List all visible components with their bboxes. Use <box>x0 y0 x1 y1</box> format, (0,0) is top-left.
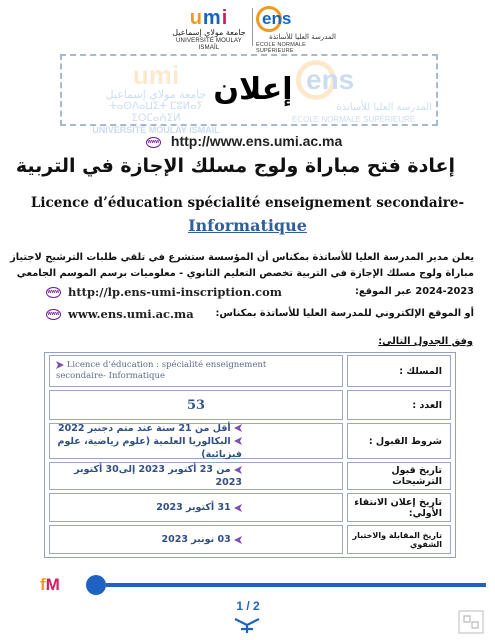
paragraph-line-3-label: 2024-2023 عبر الموقع: <box>355 286 474 297</box>
umi-logo <box>170 7 248 51</box>
table-key-cell: تاريخ قبول الترشيحات <box>347 462 451 490</box>
logo-separator <box>252 8 253 46</box>
paragraph-line-4-label: أو الموقع الإلكتروني للمدرسة العليا للأساتذة بمكناس: <box>215 308 474 319</box>
ens-logo-word: ens <box>262 9 292 28</box>
title-arabic: إعادة فتح مباراة ولوج مسلك الإجازة في التربية <box>15 155 455 177</box>
site-url-link[interactable]: http://www.ens.umi.ac.ma <box>170 133 343 149</box>
www-globe-icon: www <box>46 309 61 320</box>
announcement-banner <box>60 54 438 135</box>
admission-conditions: أقل من 21 سنة عند متم دجنبر 2022 البكالوريا العلمية (علوم رياضية، علوم فيزيائية) <box>57 422 242 460</box>
umi-logo-arabic: جامعة مولاي إسماعيل <box>172 28 246 37</box>
table-key-cell: العدد : <box>347 390 451 420</box>
footer-ornament-icon <box>232 616 262 634</box>
table-value-cell <box>49 355 343 387</box>
ens-watermark-word: ens <box>306 64 355 95</box>
table-value-cell <box>49 525 343 554</box>
paragraph-line-4 <box>44 305 474 323</box>
table-value-cell <box>49 390 343 420</box>
arrow-bullet-icon <box>56 361 64 369</box>
site-link-row <box>146 132 386 150</box>
table-heading: وفق الجدول التالي: <box>378 336 473 347</box>
ens-logo-arabic: المدرسة العليا للأساتذة <box>269 33 336 41</box>
footer-logo: fM <box>40 575 60 594</box>
arrow-bullet-icon <box>234 437 242 445</box>
interview-date: 03 نونبر 2023 <box>50 533 342 546</box>
seats-count: 53 <box>186 397 206 413</box>
footer-dot <box>86 575 106 595</box>
table-value-cell <box>49 493 343 522</box>
www-globe-icon: www <box>146 137 161 148</box>
table-key-cell: المسلك : <box>347 355 451 387</box>
umi-watermark-tifinagh: ⵜⴰⵙⴷⴰⵡⵉⵜ ⵎⵓⵍⴰⵢ ⵉⵙⵎⴰⵄⵉⵍ <box>109 101 203 124</box>
umi-watermark-french: UNIVERSITÉ MOULAY ISMAÏL <box>92 125 220 135</box>
umi-watermark-word: umi <box>132 60 180 90</box>
table-value-cell <box>49 462 343 490</box>
track-value: Licence d’éducation : spécialité enseignement secondaire- Informatique <box>56 360 267 381</box>
umi-watermark-arabic: جامعة مولاي إسماعيل <box>105 88 207 101</box>
umi-logo-french: UNIVERSITÉ MOULAY ISMAÏL <box>176 38 242 51</box>
umi-watermark <box>86 62 226 136</box>
announcement-heading: إعلان <box>213 72 293 107</box>
arrow-bullet-icon <box>234 424 242 432</box>
inscription-url-link[interactable]: http://lp.ens-umi-inscription.com <box>68 285 282 299</box>
table-key-cell: تاريخ إعلان الانتقاء الأولي: <box>347 493 451 522</box>
table-key-cell: شروط القبول : <box>347 423 451 459</box>
info-table <box>44 352 456 558</box>
arrow-bullet-icon <box>234 466 242 474</box>
page-number: 1 / 2 <box>236 599 260 613</box>
paragraph-line-1: يعلن مدير المدرسة العليا للأساتذة بمكناس أن المؤسسة ستشرع في تلقي طلبات الترشيح لاجتياز <box>10 252 474 263</box>
table-key-cell: تاريخ المقابلة والاختبار الشفوي <box>347 525 451 554</box>
ens-url-link[interactable]: www.ens.umi.ac.ma <box>68 307 194 321</box>
preselection-date: 31 أكتوبر 2023 <box>50 501 342 514</box>
corner-stamp-icon <box>458 610 484 634</box>
arrow-bullet-icon <box>234 536 242 544</box>
ens-logo <box>256 6 336 54</box>
www-globe-icon: www <box>46 287 61 298</box>
title-french: Licence d’éducation spécialité enseignement secondaire- <box>30 195 465 211</box>
paragraph-line-2: مباراة ولوج مسلك الإجازة في التربية تخصص التعليم الثانوي - معلوميات برسم الموسم الجامعي <box>16 268 474 279</box>
application-period: من 23 أكتوبر 2023 إلى30 أكتوبر 2023 <box>74 464 242 488</box>
table-value-cell <box>49 423 343 459</box>
ens-logo-french: ÉCOLE NORMALE SUPÉRIEURE <box>256 42 306 54</box>
ens-watermark-arabic: المدرسة العليا للأساتذة <box>336 102 432 113</box>
umi-logo-word: umi <box>189 7 229 29</box>
ens-watermark-french: ÉCOLE NORMALE SUPÉRIEURE <box>292 115 416 124</box>
title-specialty: Informatique <box>188 216 307 235</box>
arrow-bullet-icon <box>234 504 242 512</box>
paragraph-line-3 <box>44 283 474 301</box>
footer-line <box>106 583 486 587</box>
